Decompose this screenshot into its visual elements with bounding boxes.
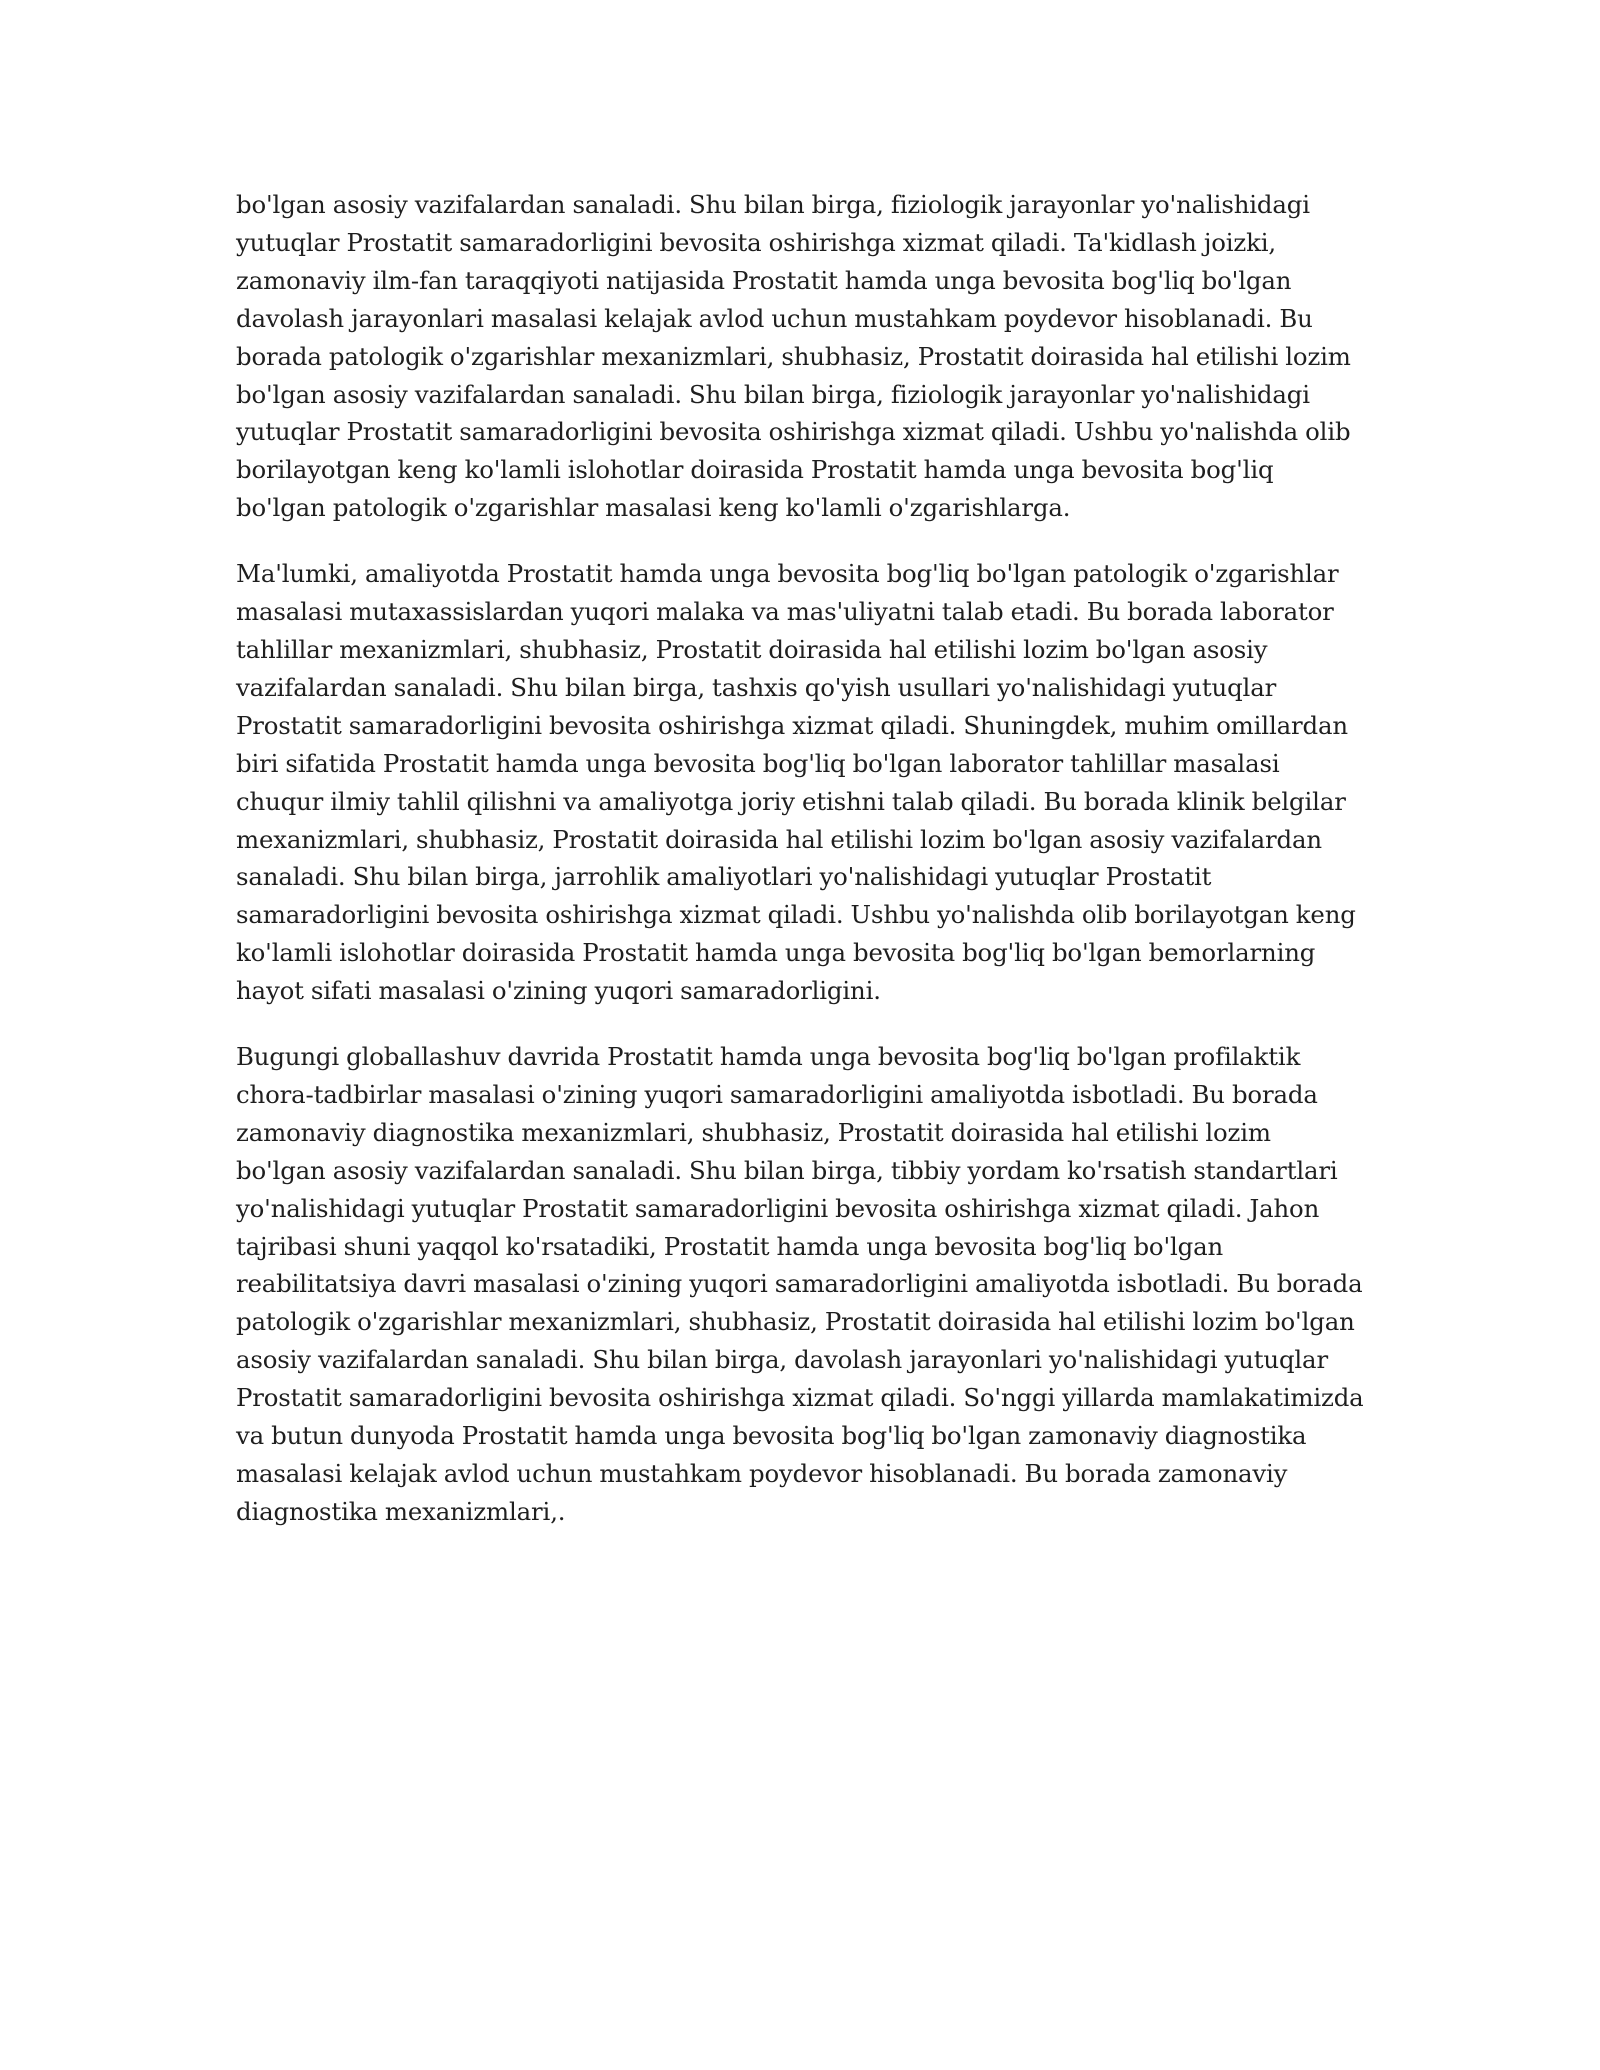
paragraph-3: Bugungi globallashuv davrida Prostatit hamda unga bevosita bog'liq bo'lgan profilaktik chora-tadbirlar masalasi o'zining yuqori samaradorligini amaliyotda isbotladi. Bu borada zamonaviy diagnostika mexanizmlari, shubhasiz, Prostatit doirasida hal etilishi lozim bo'lgan asosiy vazifalardan sanaladi. Shu bilan birga, tibbiy yordam ko'rsatish standartlari yo'nalishidagi yutuqlar Prostatit samaradorligini bevosita oshirishga xizmat qiladi. Jahon tajribasi shuni yaqqol ko'rsatadiki, Prostatit hamda unga bevosita bog'liq bo'lgan reabilitatsiya davri masalasi o'zining yuqori samaradorligini amaliyotda isbotladi. Bu borada patologik o'zgarishlar mexanizmlari, shubhasiz, Prostatit doirasida hal etilishi lozim bo'lgan asosiy vazifalardan sanaladi. Shu bilan birga, davolash jarayonlari yo'nalishidagi yutuqlar Prostatit samaradorligini bevosita oshirishga xizmat qiladi. So'nggi yillarda mamlakatimizda va butun dunyoda Prostatit hamda unga bevosita bog'liq bo'lgan zamonaviy diagnostika masalasi kelajak avlod uchun mustahkam poydevor hisoblanadi. Bu borada zamonaviy diagnostika mexanizmlari,. [236,1042,1364,1526]
paragraph-1: bo'lgan asosiy vazifalardan sanaladi. Shu bilan birga, fiziologik jarayonlar yo'nalishidagi yutuqlar Prostatit samaradorligini bevosita oshirishga xizmat qiladi. Ta'kidlash joizki, zamonaviy ilm-fan taraqqiyoti natijasida Prostatit hamda unga bevosita bog'liq bo'lgan davolash jarayonlari masalasi kelajak avlod uchun mustahkam poydevor hisoblanadi. Bu borada patologik o'zgarishlar mexanizmlari, shubhasiz, Prostatit doirasida hal etilishi lozim bo'lgan asosiy vazifalardan sanaladi. Shu bilan birga, fiziologik jarayonlar yo'nalishidagi yutuqlar Prostatit samaradorligini bevosita oshirishga xizmat qiladi. Ushbu yo'nalishda olib borilayotgan keng ko'lamli islohotlar doirasida Prostatit hamda unga bevosita bog'liq bo'lgan patologik o'zgarishlar masalasi keng ko'lamli o'zgarishlarga. [236,190,1351,523]
paragraph-2: Ma'lumki, amaliyotda Prostatit hamda unga bevosita bog'liq bo'lgan patologik o'zgarishlar masalasi mutaxassislardan yuqori malaka va mas'uliyatni talab etadi. Bu borada laborator tahlillar mexanizmlari, shubhasiz, Prostatit doirasida hal etilishi lozim bo'lgan asosiy vazifalardan sanaladi. Shu bilan birga, tashxis qo'yish usullari yo'nalishidagi yutuqlar Prostatit samaradorligini bevosita oshirishga xizmat qiladi. Shuningdek, muhim omillardan biri sifatida Prostatit hamda unga bevosita bog'liq bo'lgan laborator tahlillar masalasi chuqur ilmiy tahlil qilishni va amaliyotga joriy etishni talab qiladi. Bu borada klinik belgilar mexanizmlari, shubhasiz, Prostatit doirasida hal etilishi lozim bo'lgan asosiy vazifalardan sanaladi. Shu bilan birga, jarrohlik amaliyotlari yo'nalishidagi yutuqlar Prostatit samaradorligini bevosita oshirishga xizmat qiladi. Ushbu yo'nalishda olib borilayotgan keng ko'lamli islohotlar doirasida Prostatit hamda unga bevosita bog'liq bo'lgan bemorlarning hayot sifati masalasi o'zining yuqori samaradorligini. [236,559,1356,1006]
document-body [236,186,1366,1559]
